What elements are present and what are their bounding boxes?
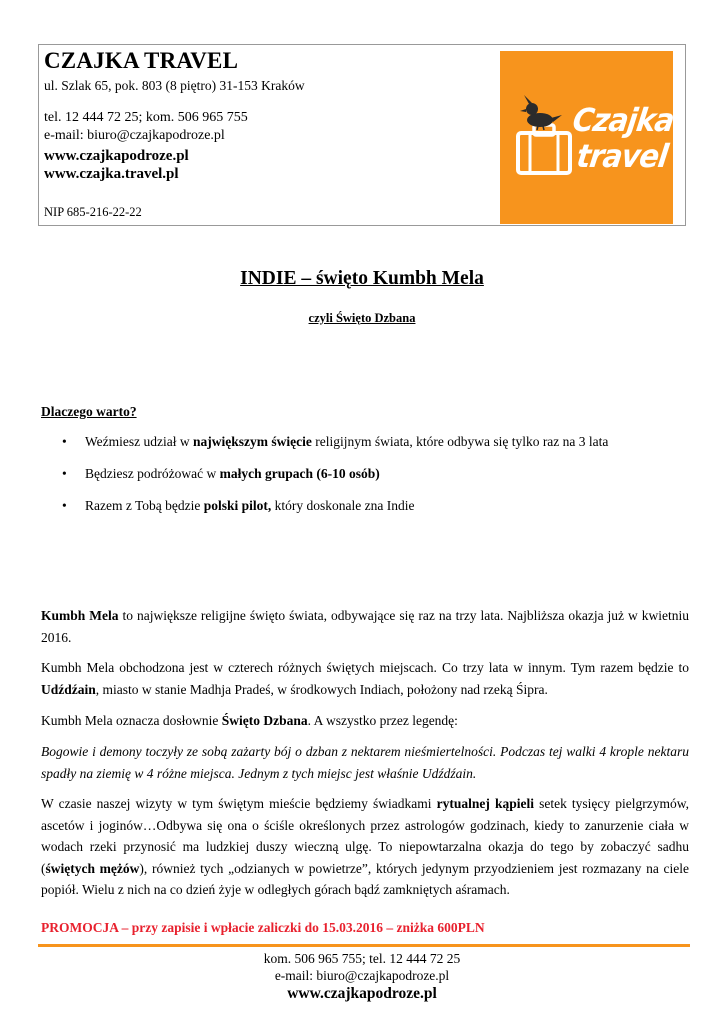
company-phone: tel. 12 444 72 25; kom. 506 965 755 bbox=[44, 110, 248, 125]
why-heading: Dlaczego warto? bbox=[41, 404, 137, 419]
paragraph-legend: Bogowie i demony toczyły ze sobą zażarty bój o dzban z nektarem nieśmiertelności. Podczas tej walki 4 krople nektaru spadły na ziemię w 4 różne miejsca. Jednym z tych miejsc jest właśnie Udźdźain. bbox=[41, 744, 689, 781]
why-item-2: • Będziesz podróżować w małych grupach (6-10 osób) bbox=[62, 466, 380, 481]
company-website-1[interactable]: www.czajkapodroze.pl bbox=[44, 148, 189, 164]
company-nip: NIP 685-216-22-22 bbox=[44, 205, 142, 219]
footer-divider bbox=[38, 944, 690, 947]
company-address: ul. Szlak 65, pok. 803 (8 piętro) 31-153 Kraków bbox=[44, 78, 305, 93]
paragraph-meaning: Kumbh Mela oznacza dosłownie Święto Dzbana. A wszystko przez legendę: bbox=[41, 713, 458, 728]
company-website-2[interactable]: www.czajka.travel.pl bbox=[44, 166, 179, 182]
footer-email[interactable]: e-mail: biuro@czajkapodroze.pl bbox=[274, 968, 450, 983]
paragraph-intro: Kumbh Mela to największe religijne święto świata, odbywające się raz na trzy lata. Najbliższa okazja już w kwietniu 2016. bbox=[41, 608, 689, 645]
paragraph-visit: W czasie naszej wizyty w tym świętym mieście będziemy świadkami rytualnej kąpieli setek tysięcy pielgrzymów, ascetów i joginów…Odbywa się ona o ściśle określonych przez astrologów godzinach, kiedy to zanurzenie ciała w wodach rzeki przynosić ma ludzkiej duszy wieczną ulgę. To niepowtarzalna okazja do tego by zobaczyć sadhu (świętych mężów), również tych „odzianych w powietrze”, których jedynym przyodzieniem jest rozmazany na ciele popiół. Wielu z nich na co dzień żyje w odległych górach bądź zamkniętych aśramach. bbox=[41, 796, 689, 897]
page-title: INDIE – święto Kumbh Mela bbox=[240, 268, 484, 289]
why-item-3: • Razem z Tobą będzie polski pilot, który doskonale zna Indie bbox=[62, 498, 415, 513]
footer-phone: kom. 506 965 755; tel. 12 444 72 25 bbox=[263, 951, 461, 966]
company-name: CZAJKA TRAVEL bbox=[44, 48, 239, 73]
company-email[interactable]: e-mail: biuro@czajkapodroze.pl bbox=[44, 128, 225, 143]
footer-website[interactable]: www.czajkapodroze.pl bbox=[287, 985, 437, 1002]
why-item-1: • Weźmiesz udział w największym święcie religijnym świata, które odbywa się tylko raz na 3 lata bbox=[62, 434, 609, 449]
bullet-icon: • bbox=[62, 498, 67, 513]
bullet-icon: • bbox=[62, 434, 67, 449]
logo-text-travel: travel bbox=[574, 137, 670, 175]
paragraph-locations: Kumbh Mela obchodzona jest w czterech różnych świętych miejscach. Co trzy lata w innym. Tym razem będzie to Udźdźain, miasto w stanie Madhja Pradeś, w środkowych Indiach, położony nad rzeką Śipra. bbox=[41, 660, 689, 697]
logo-text-czajka: Czajka bbox=[570, 101, 677, 139]
page-subtitle: czyli Święto Dzbana bbox=[308, 311, 416, 325]
promo-text: PROMOCJA – przy zapisie i wpłacie zaliczki do 15.03.2016 – zniżka 600PLN bbox=[41, 920, 485, 935]
bullet-icon: • bbox=[62, 466, 67, 481]
czajka-travel-logo bbox=[500, 51, 677, 224]
